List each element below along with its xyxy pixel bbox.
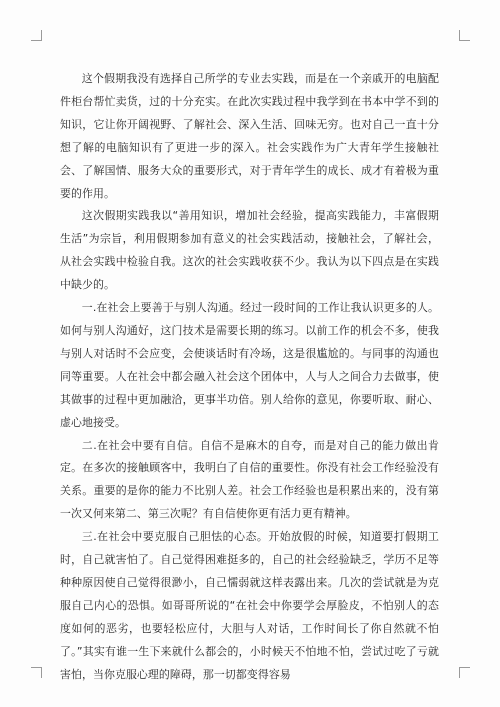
- crop-mark-top-right: [459, 30, 470, 41]
- crop-mark-bottom-right: [459, 667, 470, 678]
- paragraph-purpose: 这次假期实践我以“善用知识，增加社会经验，提高实践能力，丰富假期生活”为宗旨，利用假期参加有意义的社会实践活动，接触社会，了解社会，从社会实践中检验自我。这次的社会实践收获不少。我认为以下四点是在实践中缺少的。: [60, 209, 439, 292]
- paragraph-communication: 一.在社会上要善于与别人沟通。经过一段时间的工作让我认识更多的人。如何与别人沟通好，这门技术是需要长期的练习。以前工作的机会不多，使我与别人对话时不会应变，会使谈话时有冷场，这是很尴尬的。与同事的沟通也同等重要。人在社会中都会融入社会这个团体中，人与人之间合力去做事，使其做事的过程中更加融洽，更事半功倍。别人给你的意见，你要听取、耐心、虚心地接受。: [60, 301, 439, 429]
- crop-mark-top-left: [31, 30, 42, 41]
- paragraph-overcome-timidity: 三.在社会中要克服自己胆怯的心态。开始放假的时候，知道要打假期工时，自己就害怕了。自己觉得困难挺多的，自己的社会经验缺乏，学历不足等种种原因使自己觉得很渺小，自己懦弱就这样表露出来。几次的尝试就是为克服自己内心的恐惧。如哥哥所说的“在社会中你要学会厚脸皮，不怕别人的态度如何的恶劣，也要轻松应付，大胆与人对话，工作时间长了你自然就不怕了。”其实有谁一生下来就什么都会的，小时候天不怕地不怕，尝试过吃了亏就害怕，当你克服心理的障碍，那一切都变得容易: [60, 530, 439, 681]
- document-body: [60, 68, 439, 681]
- paragraph-confidence: 二.在社会中要有自信。自信不是麻木的自夸，而是对自己的能力做出肯定。在多次的接触顾客中，我明白了自信的重要性。你没有社会工作经验没有关系。重要的是你的能力不比别人差。社会工作经验也是积累出来的，没有第一次又何来第二、第三次呢？有自信使你更有活力更有精神。: [60, 438, 439, 521]
- crop-mark-bottom-left: [31, 667, 42, 678]
- paragraph-intro: 这个假期我没有选择自己所学的专业去实践，而是在一个亲戚开的电脑配件柜台帮忙卖货，过的十分充实。在此次实践过程中我学到在书本中学不到的知识，它让你开阔视野、了解社会、深入生活、回味无穷。也对自己一直十分想了解的电脑知识有了更进一步的深入。社会实践作为广大青年学生接触社会、了解国情、服务大众的重要形式，对于青年学生的成长、成才有着极为重要的作用。: [60, 72, 439, 200]
